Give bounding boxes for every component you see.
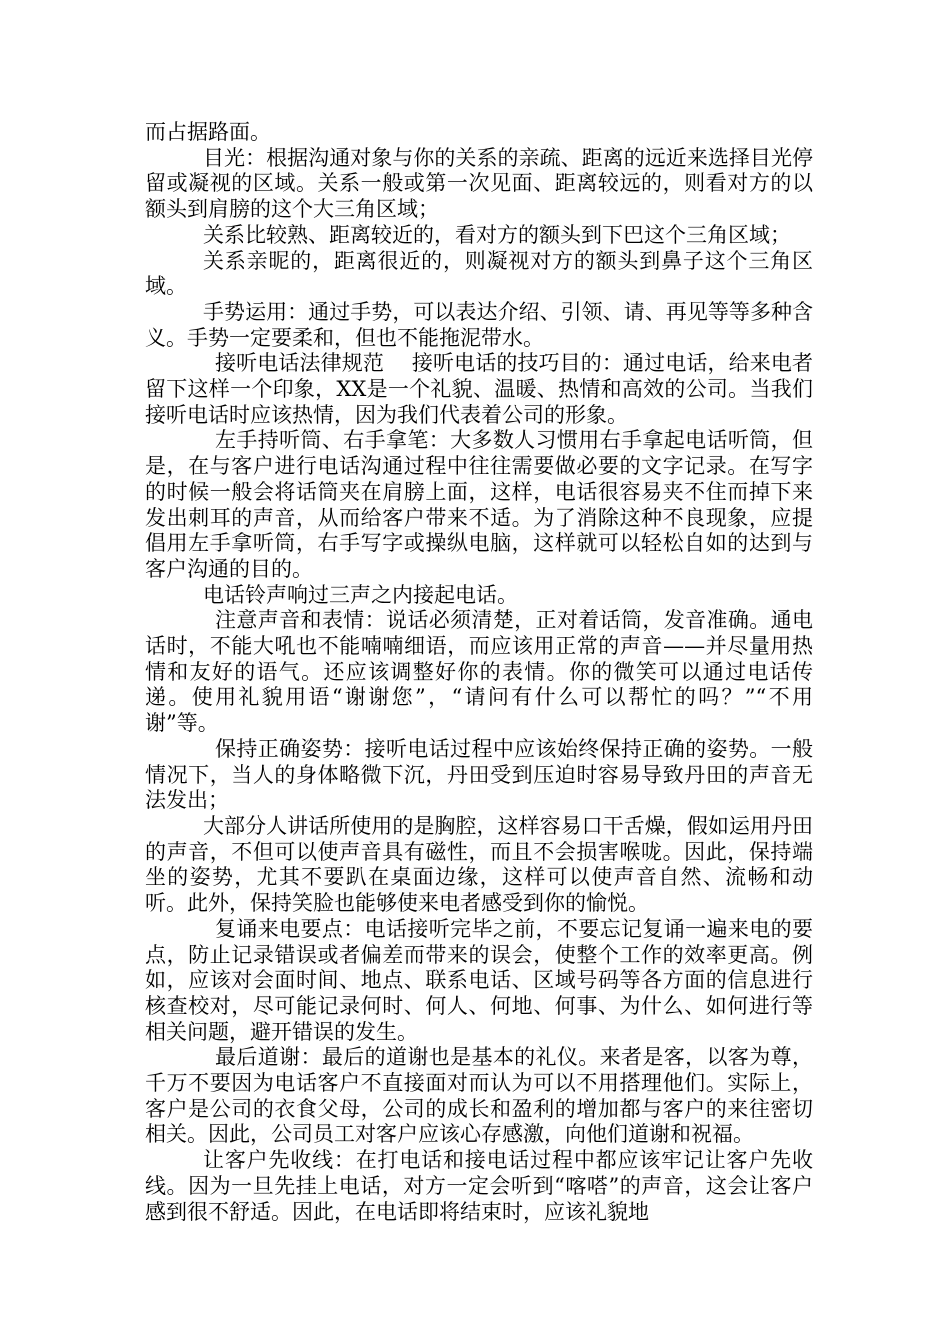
paragraph-thanks: 最后道谢：最后的道谢也是基本的礼仪。来者是客，以客为尊，千万不要因为电话客户不直接面对而认为可以不用搭理他们。实际上，客户是公司的衣食父母，公司的成长和盈利的增加都与客户的来往密切相关。因此，公司员工对客户应该心存感激，向他们道谢和祝福。 — [145, 1045, 813, 1147]
paragraph-eye-contact: 目光：根据沟通对象与你的关系的亲疏、距离的远近来选择目光停留或凝视的区域。关系一般或第一次见面、距离较远的，则看对方的以额头到肩膀的这个大三角区域； — [145, 145, 813, 222]
paragraph-chest-voice: 大部分人讲话所使用的是胸腔，这样容易口干舌燥，假如运用丹田的声音，不但可以使声音具有磁性，而且不会损害喉咙。因此，保持端坐的姿势，尤其不要趴在桌面边缘，这样可以使声音自然、流畅和动听。此外，保持笑脸也能够使来电者感受到你的愉悦。 — [145, 813, 813, 916]
paragraph-close-relation: 关系亲昵的，距离很近的，则凝视对方的额头到鼻子这个三角区域。 — [145, 248, 813, 299]
paragraph-continuation: 而占据路面。 — [145, 120, 271, 144]
paragraph-customer-hangs-up-first: 让客户先收线：在打电话和接电话过程中都应该牢记让客户先收线。因为一旦先挂上电话，对方一定会听到“喀嗒”的声音，这会让客户感到很不舒适。因此，在电话即将结束时，应该礼貌地 — [145, 1148, 813, 1224]
paragraph-repeat-points: 复诵来电要点：电话接听完毕之前，不要忘记复诵一遍来电的要点，防止记录错误或者偏差而带来的误会，使整个工作的效率更高。例如，应该对会面时间、地点、联系电话、区域号码等各方面的信息进行核查校对，尽可能记录何时、何人、何地、何事、为什么、如何进行等相关问题，避开错误的发生。 — [145, 916, 813, 1044]
paragraph-phone-etiquette: 接听电话法律规范 接听电话的技巧目的：通过电话，给来电者留下这样一个印象，XX是一个礼貌、温暖、热情和高效的公司。当我们接听电话时应该热情，因为我们代表着公司的形象。 — [145, 351, 813, 427]
paragraph-posture: 保持正确姿势：接听电话过程中应该始终保持正确的姿势。一般情况下，当人的身体略微下沉，丹田受到压迫时容易导致丹田的声音无法发出； — [145, 736, 813, 813]
paragraph-left-hand-receiver: 左手持听筒、右手拿笔：大多数人习惯用右手拿起电话听筒，但是，在与客户进行电话沟通过程中往往需要做必要的文字记录。在写字的时候一般会将话筒夹在肩膀上面，这样，电话很容易夹不住而掉下来发出刺耳的声音，从而给客户带来不适。为了消除这种不良现象，应提倡用左手拿听筒，右手写字或操纵电脑，这样就可以轻松自如的达到与客户沟通的目的。 — [145, 428, 813, 581]
body-text — [145, 120, 813, 1225]
paragraph-voice-expression: 注意声音和表情：说话必须清楚，正对着话筒，发音准确。通电话时，不能大吼也不能喃喃细语，而应该用正常的声音——并尽量用热情和友好的语气。还应该调整好你的表情。你的微笑可以通过电话传递。使用礼貌用语“谢谢您”，“请问有什么可以帮忙的吗？”“不用谢”等。 — [145, 608, 813, 736]
paragraph-familiar-relation: 关系比较熟、距离较近的，看对方的额头到下巴这个三角区域； — [203, 222, 791, 247]
paragraph-gestures: 手势运用：通过手势，可以表达介绍、引领、请、再见等等多种含义。手势一定要柔和，但也不能拖泥带水。 — [145, 299, 813, 350]
paragraph-three-rings: 电话铃声响过三声之内接起电话。 — [203, 582, 518, 607]
